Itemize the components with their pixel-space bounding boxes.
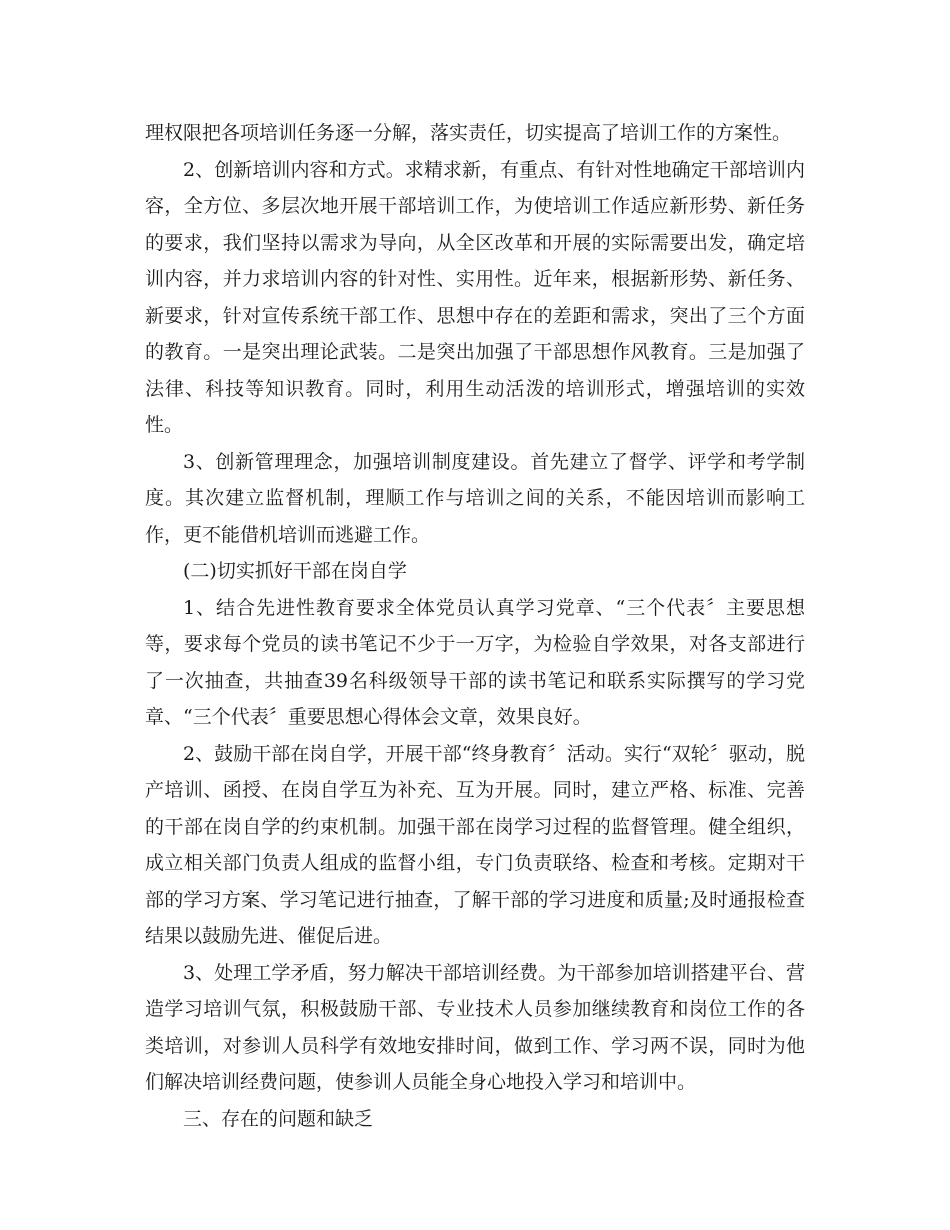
paragraph-management-concept: 3、创新管理理念，加强培训制度建设。首先建立了督学、评学和考学制度。其次建立监督机制，理顺工作与培训之间的关系，不能因培训而影响工作，更不能借机培训而逃避工作。 [145,450,805,546]
paragraph-training-content: 2、创新培训内容和方式。求精求新，有重点、有针对性地确定干部培训内容，全方位、多层次地开展干部培训工作，为使培训工作适应新形势、新任务的要求，我们坚持以需求为导向，从全区改革和开展的实际需要出发，确定培训内容，并力求培训内容的针对性、实用性。近年来，根据新形势、新任务、新要求，针对宣传系统干部工作、思想中存在的差距和需求，突出了三个方面的教育。一是突出理论武装。二是突出加强了干部思想作风教育。三是加强了法律、科技等知识教育。同时，利用生动活泼的培训形式，增强培训的实效性。 [145,158,805,436]
paragraph-advanced-education: 1、结合先进性教育要求全体党员认真学习党章、“三个代表〞主要思想等，要求每个党员的读书笔记不少于一万字，为检验自学效果，对各支部进行了一次抽查，共抽查39名科级领导干部的读书笔记和联系实际撰写的学习党章、“三个代表〞重要思想心得体会文章，效果良好。 [145,596,805,728]
section-heading-problems: 三、存在的问题和缺乏 [183,1107,374,1130]
paragraph-training-funds: 3、处理工学矛盾，努力解决干部培训经费。为干部参加培训搭建平台、营造学习培训气氛，积极鼓励干部、专业技术人员参加继续教育和岗位工作的各类培训，对参训人员科学有效地安排时间，做到工作、学习两不误，同时为他们解决培训经费问题，使参训人员能全身心地投入学习和培训中。 [145,961,805,1093]
section-heading-self-study: (二)切实抓好干部在岗自学 [183,560,407,582]
document-body [145,115,805,1137]
paragraph-continuation: 理权限把各项培训任务逐一分解，落实责任，切实提高了培训工作的方案性。 [145,122,792,144]
paragraph-lifelong-education: 2、鼓励干部在岗自学，开展干部“终身教育〞活动。实行“双轮〞驱动，脱产培训、函授、在岗自学互为补充、互为开展。同时，建立严格、标准、完善的干部在岗自学的约束机制。加强干部在岗学习过程的监督管理。健全组织，成立相关部门负责人组成的监督小组，专门负责联络、检查和考核。定期对干部的学习方案、学习笔记进行抽查，了解干部的学习进度和质量;及时通报检查结果以鼓励先进、催促后进。 [145,742,805,947]
